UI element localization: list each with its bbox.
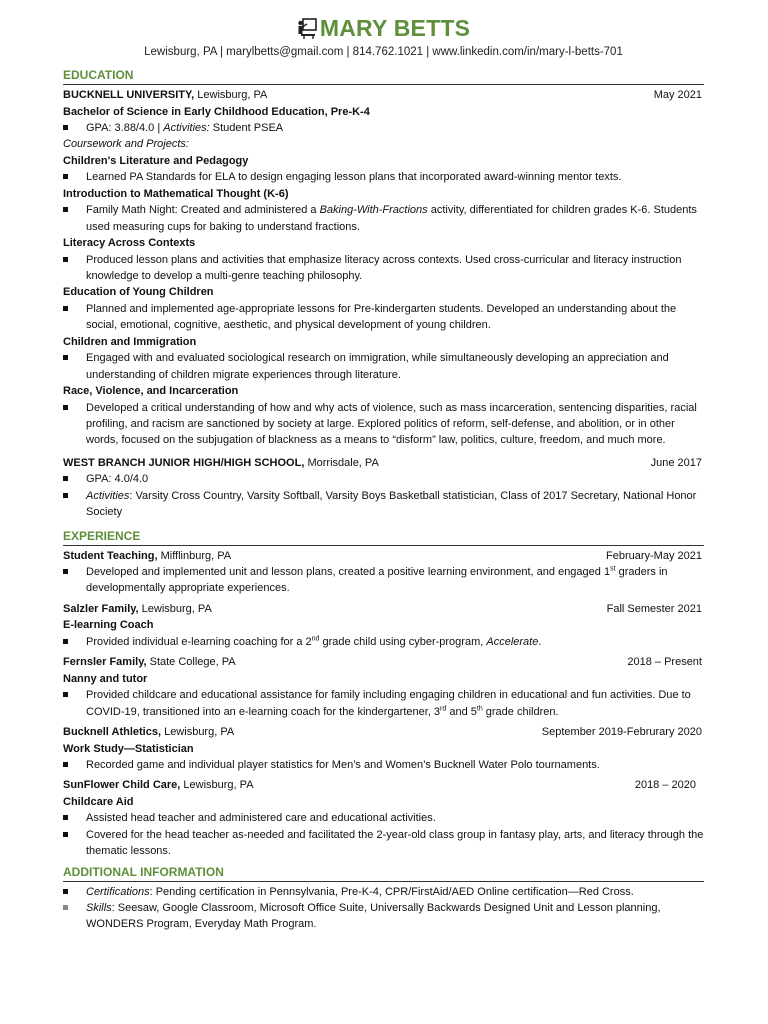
coursework-label: Coursework and Projects: [63, 138, 189, 151]
additional-list [63, 884, 704, 933]
list-item: Skills: Seesaw, Google Classroom, Microsoft Office Suite, Universally Backwards Designed Unit and Lesson planning, WONDERS Program, Everyday Math Program. [63, 900, 704, 933]
list-item: Family Math Night: Created and administered a Baking-With-Fractions activity, differentiated for children grades K-6. Students used measuring cups for baking to understand fractions. [63, 202, 704, 235]
course-list [63, 301, 704, 334]
westbranch-location: Morrisdale, PA [304, 456, 379, 469]
westbranch-org: WEST BRANCH JUNIOR HIGH/HIGH SCHOOL, [63, 456, 305, 469]
job-list [63, 564, 704, 597]
westbranch-row [63, 455, 704, 472]
job-row: Student Teaching, Mifflinburg, PA February-May 2021 [63, 548, 704, 565]
job-list [63, 687, 704, 720]
course-title: Literacy Across Contexts [63, 237, 196, 250]
course-title: Race, Violence, and Incarceration [63, 385, 239, 398]
candidate-name: MARY BETTS [319, 15, 471, 41]
job-date: 2018 – Present [627, 656, 702, 669]
degree-title: Bachelor of Science in Early Childhood Education, Pre-K-4 [63, 105, 370, 118]
list-item: GPA: 3.88/4.0 | Activities: Student PSEA [63, 120, 704, 136]
contact-line: Lewisburg, PA | marylbetts@gmail.com | 814.762.1021 | www.linkedin.com/in/mary-l-betts-701 [144, 46, 623, 58]
bucknell-org: BUCKNELL UNIVERSITY, [63, 89, 195, 101]
list-item: Engaged with and evaluated sociological research on immigration, while simultaneously developing an appreciation and understanding of children migrate experiences through literature. [63, 350, 704, 383]
additional-heading: ADDITIONAL INFORMATION [63, 865, 704, 882]
job-date: Fall Semester 2021 [606, 602, 702, 615]
gpa-list [63, 120, 704, 136]
bucknell-date: May 2021 [653, 89, 702, 101]
list-item: Planned and implemented age-appropriate lessons for Pre-kindergarten students. Developed an understanding about the social, emotional, cognitive, aesthetic, and physical development of young children. [63, 301, 704, 334]
job-row: Fernsler Family, State College, PA 2018 – Present [63, 654, 704, 671]
job-list [63, 757, 704, 773]
course-title: Education of Young Children [63, 286, 214, 299]
list-item: Developed and implemented unit and lesson plans, created a positive learning environment, and engaged 1st graders in developmentally appropriate experiences. [63, 564, 704, 597]
list-item: Produced lesson plans and activities that emphasize literacy across contexts. Used cross-curricular and literacy instruction knowledge to develop a multi-genre teaching philosophy. [63, 252, 704, 285]
education-heading: EDUCATION [63, 68, 704, 85]
list-item: Developed a critical understanding of how and why acts of violence, such as mass incarceration, sentencing disparities, racial profiling, and racism are sanctioned by society at large. Explored politics of reform, self-defense, and abolition, or in other words, focused on the subjugation of blackness as a means to “disform” law, politics, culture, freedom, and much more. [63, 400, 704, 449]
job-date: September 2019-Februrary 2020 [541, 726, 702, 739]
list-item: Recorded game and individual player statistics for Men’s and Women’s Bucknell Water Polo tournaments. [63, 757, 704, 773]
course-list [63, 400, 704, 449]
list-item: Activities: Varsity Cross Country, Varsity Softball, Varsity Boys Basketball statistician, Class of 2017 Secretary, National Honor Society [63, 488, 704, 521]
list-item: Learned PA Standards for ELA to design engaging lesson plans that incorporated award-winning mentor texts. [63, 169, 704, 185]
job-role: Work Study—Statistician [63, 742, 194, 755]
job-role: E-learning Coach [63, 619, 154, 632]
bucknell-row [63, 87, 704, 104]
list-item: Covered for the head teacher as-needed and facilitated the 2-year-old class group in fantasy play, arts, and literacy through the thematic lessons. [63, 827, 704, 860]
job-date: 2018 – 2020 [634, 779, 696, 792]
name-row [63, 14, 704, 42]
list-item: Provided individual e-learning coaching for a 2nd grade child using cyber-program, Accelerate. [63, 634, 704, 650]
westbranch-list [63, 471, 704, 520]
course-title: Children's Literature and Pedagogy [63, 154, 249, 167]
resume-header [63, 0, 704, 60]
westbranch-date: June 2017 [650, 456, 702, 469]
course-title: Children and Immigration [63, 335, 197, 348]
job-row: Salzler Family, Lewisburg, PA Fall Semester 2021 [63, 601, 704, 618]
course-list [63, 202, 704, 235]
job-date: February-May 2021 [606, 549, 702, 562]
experience-heading: EXPERIENCE [63, 529, 704, 546]
job-role: Nanny and tutor [63, 672, 148, 685]
course-list [63, 350, 704, 383]
list-item: Provided childcare and educational assistance for family including engaging children in educational and fun activities. Due to COVID-19, transitioned into an e-learning coach for the kindergartener, 3rd and 5th grade children. [63, 687, 704, 720]
job-list [63, 810, 704, 859]
teacher-at-board-icon [297, 17, 317, 39]
course-list [63, 252, 704, 285]
job-row: SunFlower Child Care, Lewisburg, PA 2018 – 2020 [63, 777, 704, 794]
list-item: GPA: 4.0/4.0 [63, 471, 704, 487]
job-list [63, 634, 704, 650]
course-title: Introduction to Mathematical Thought (K-6) [63, 187, 289, 200]
job-row: Bucknell Athletics, Lewisburg, PA September 2019-Februrary 2020 [63, 724, 704, 741]
job-role: Childcare Aid [63, 795, 134, 808]
list-item: Certifications: Pending certification in Pennsylvania, Pre-K-4, CPR/FirstAid/AED Online certification—Red Cross. [63, 884, 704, 900]
bucknell-location: Lewisburg, PA [194, 89, 268, 101]
course-list [63, 169, 704, 185]
list-item: Assisted head teacher and administered care and educational activities. [63, 810, 704, 826]
